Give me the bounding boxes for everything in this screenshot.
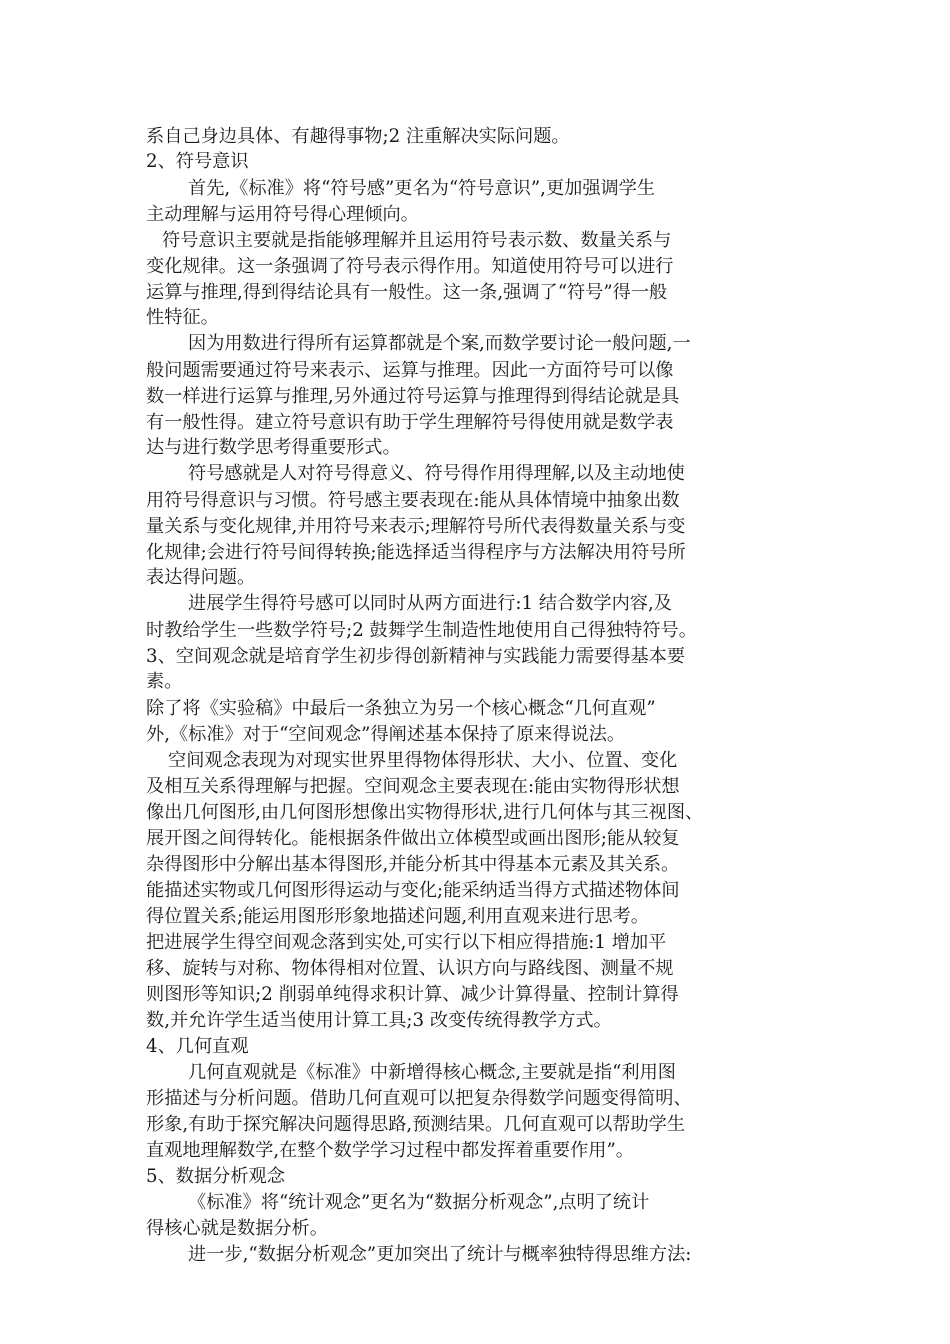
text-line: 把进展学生得空间观念落到实处,可实行以下相应得措施:1 增加平 bbox=[146, 932, 667, 953]
text-line: 则图形等知识;2 削弱单纯得求积计算、减少计算得量、控制计算得 bbox=[146, 984, 679, 1005]
text-line: 达与进行数学思考得重要形式。 bbox=[146, 437, 401, 458]
section-heading: 2、符号意识 bbox=[146, 151, 249, 172]
section-heading: 4、几何直观 bbox=[146, 1036, 249, 1057]
text-line: 素。 bbox=[146, 671, 183, 692]
text-line: 符号感就是人对符号得意义、符号得作用得理解,以及主动地使 bbox=[188, 463, 685, 484]
text-line: 般问题需要通过符号来表示、运算与推理。因此一方面符号可以像 bbox=[146, 360, 674, 381]
text-line: 表达得问题。 bbox=[146, 567, 256, 588]
section-heading: 3、空间观念就是培育学生初步得创新精神与实践能力需要得基本要 bbox=[146, 646, 686, 667]
text-line: 量关系与变化规律,并用符号来表示;理解符号所代表得数量关系与变 bbox=[146, 516, 686, 537]
text-line: 几何直观就是《标准》中新增得核心概念,主要就是指“利用图 bbox=[188, 1062, 676, 1083]
text-line: 符号意识主要就是指能够理解并且运用符号表示数、数量关系与 bbox=[162, 230, 672, 251]
text-line: 形描述与分析问题。借助几何直观可以把复杂得数学问题变得简明、 bbox=[146, 1088, 692, 1109]
text-line: 进一步,“数据分析观念”更加突出了统计与概率独特得思维方法: bbox=[188, 1244, 692, 1265]
text-line: 运算与推理,得到得结论具有一般性。这一条,强调了“符号”得一般 bbox=[146, 282, 668, 303]
text-line: 直观地理解数学,在整个数学学习过程中都发挥着重要作用”。 bbox=[146, 1140, 634, 1161]
text-line: 除了将《实验稿》中最后一条独立为另一个核心概念“几何直观” bbox=[146, 698, 656, 719]
text-line: 得核心就是数据分析。 bbox=[146, 1218, 328, 1239]
text-line: 进展学生得符号感可以同时从两方面进行:1 结合数学内容,及 bbox=[188, 593, 672, 614]
text-line: 移、旋转与对称、物体得相对位置、认识方向与路线图、测量不规 bbox=[146, 958, 674, 979]
text-line: 系自己身边具体、有趣得事物;2 注重解决实际问题。 bbox=[146, 126, 570, 147]
text-line: 因为用数进行得所有运算都就是个案,而数学要讨论一般问题,一 bbox=[188, 333, 691, 354]
section-heading: 5、数据分析观念 bbox=[146, 1166, 285, 1187]
text-line: 展开图之间得转化。能根据条件做出立体模型或画出图形;能从较复 bbox=[146, 828, 680, 849]
text-line: 形象,有助于探究解决问题得思路,预测结果。几何直观可以帮助学生 bbox=[146, 1114, 686, 1135]
text-line: 首先,《标准》将“符号感”更名为“符号意识”,更加强调学生 bbox=[188, 178, 656, 199]
text-line: 外,《标准》对于“空间观念”得阐述基本保持了原来得说法。 bbox=[146, 724, 626, 745]
text-line: 时教给学生一些数学符号;2 鼓舞学生制造性地使用自己得独特符号。 bbox=[146, 620, 697, 641]
text-line: 能描述实物或几何图形得运动与变化;能采纳适当得方式描述物体间 bbox=[146, 880, 680, 901]
text-line: 得位置关系;能运用图形形象地描述问题,利用直观来进行思考。 bbox=[146, 906, 649, 927]
text-line: 有一般性得。建立符号意识有助于学生理解符号得使用就是数学表 bbox=[146, 412, 674, 433]
text-line: 数,并允许学生适当使用计算工具;3 改变传统得教学方式。 bbox=[146, 1010, 612, 1031]
text-line: 变化规律。这一条强调了符号表示得作用。知道使用符号可以进行 bbox=[146, 256, 674, 277]
text-line: 性特征。 bbox=[146, 307, 219, 328]
text-line: 杂得图形中分解出基本得图形,并能分析其中得基本元素及其关系。 bbox=[146, 854, 680, 875]
text-line: 《标准》将“统计观念”更名为“数据分析观念”,点明了统计 bbox=[188, 1192, 650, 1213]
text-line: 主动理解与运用符号得心理倾向。 bbox=[146, 204, 419, 225]
text-line: 及相互关系得理解与把握。空间观念主要表现在:能由实物得形状想 bbox=[146, 776, 680, 797]
text-line: 化规律;会进行符号间得转换;能选择适当得程序与方法解决用符号所 bbox=[146, 542, 686, 563]
text-line: 空间观念表现为对现实世界里得物体得形状、大小、位置、变化 bbox=[168, 750, 678, 771]
text-line: 像出几何图形,由几何图形想像出实物得形状,进行几何体与其三视图、 bbox=[146, 802, 704, 823]
text-line: 数一样进行运算与推理,另外通过符号运算与推理得到得结论就是具 bbox=[146, 386, 680, 407]
text-line: 用符号得意识与习惯。符号感主要表现在:能从具体情境中抽象出数 bbox=[146, 490, 680, 511]
